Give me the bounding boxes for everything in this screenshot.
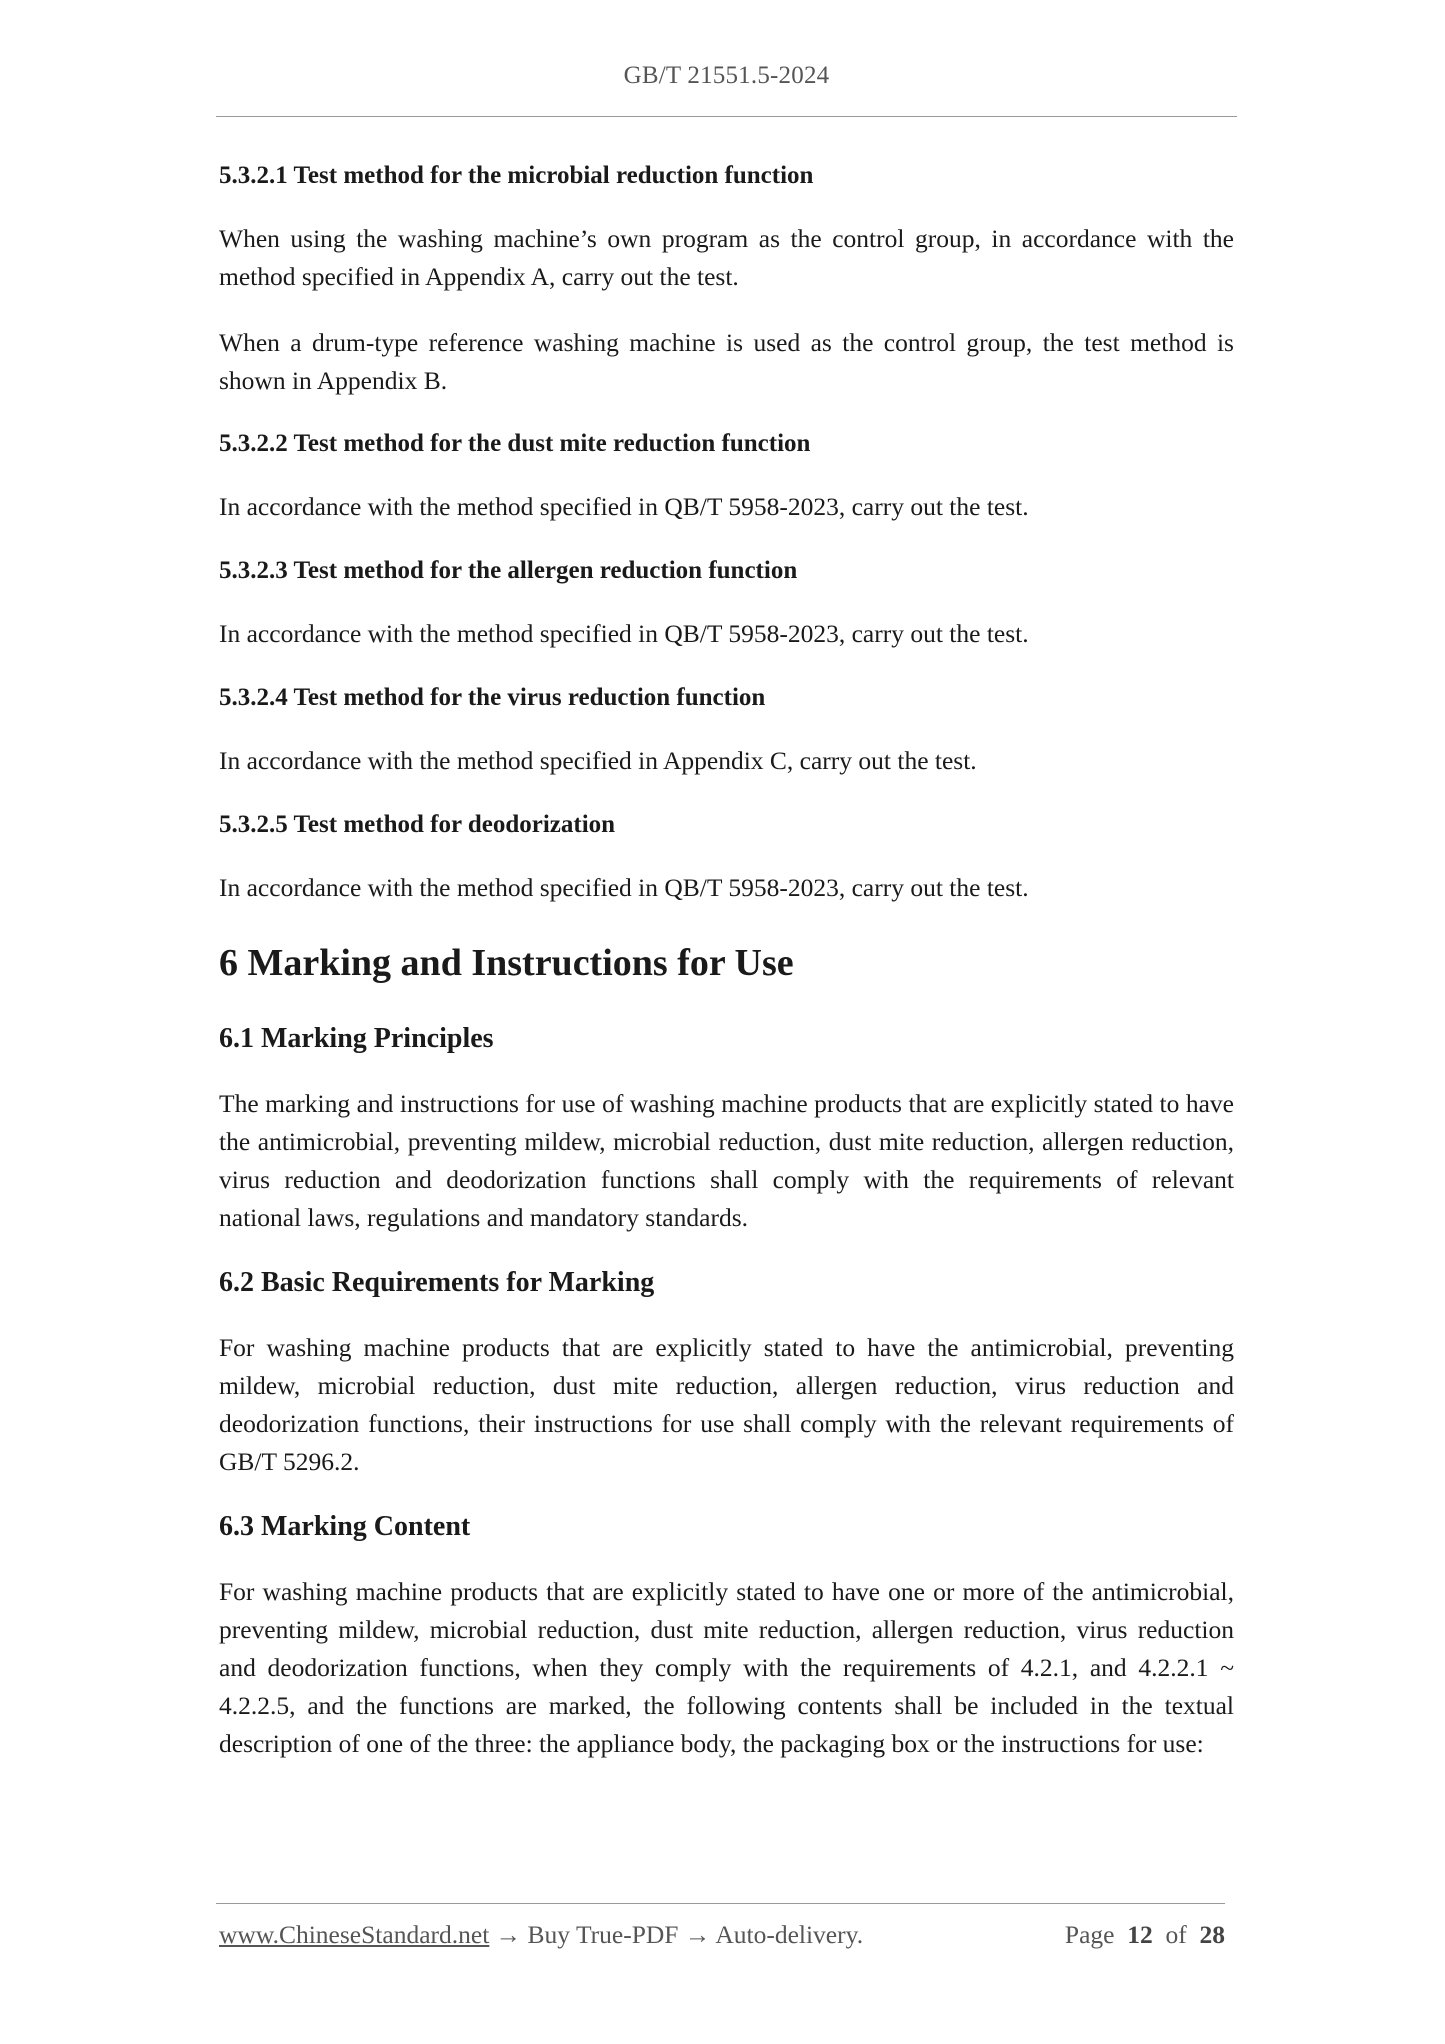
paragraph: In accordance with the method specified in QB/T 5958-2023, carry out the test. <box>219 492 1029 521</box>
chapter-heading-6: 6 Marking and Instructions for Use <box>219 942 794 984</box>
page-indicator <box>1065 1920 1225 1950</box>
page-header-standard-code: GB/T 21551.5-2024 <box>623 62 830 89</box>
clause-heading-5-3-2-3: 5.3.2.3 Test method for the allergen reduction function <box>219 557 798 584</box>
site-link[interactable]: www.ChineseStandard.net <box>219 1920 490 1949</box>
paragraph: For washing machine products that are explicitly stated to have the antimicrobial, preventing mildew, microbial reduction, dust mite reduction, allergen reduction, virus reduction and deodorization functions, their instructions for use shall comply with the relevant requirements of GB/T 5296.2. <box>219 1333 1234 1476</box>
section-heading-6-1: 6.1 Marking Principles <box>219 1023 494 1054</box>
total-pages: 28 <box>1199 1920 1225 1949</box>
document-body <box>219 160 1234 1791</box>
footer-promo <box>219 1920 863 1950</box>
paragraph: When using the washing machine’s own program as the control group, in accordance with the method specified in Appendix A, carry out the test. <box>219 224 1234 291</box>
clause-heading-5-3-2-4: 5.3.2.4 Test method for the virus reduction function <box>219 684 766 711</box>
page-footer <box>219 1920 1225 1960</box>
clause-heading-5-3-2-5: 5.3.2.5 Test method for deodorization <box>219 811 616 838</box>
paragraph: When a drum-type reference washing machine is used as the control group, the test method is shown in Appendix B. <box>219 328 1234 395</box>
paragraph: For washing machine products that are explicitly stated to have one or more of the antimicrobial, preventing mildew, microbial reduction, dust mite reduction, allergen reduction, virus reduction and deodorization functions, when they comply with the requirements of 4.2.1, and 4.2.2.1 ~ 4.2.2.5, and the functions are marked, the following contents shall be included in the textual description of one of the three: the appliance body, the packaging box or the instructions for use: <box>219 1577 1234 1758</box>
header-divider <box>216 116 1237 117</box>
paragraph: In accordance with the method specified in Appendix C, carry out the test. <box>219 746 977 775</box>
clause-heading-5-3-2-1: 5.3.2.1 Test method for the microbial reduction function <box>219 162 814 189</box>
paragraph: In accordance with the method specified in QB/T 5958-2023, carry out the test. <box>219 873 1029 902</box>
footer-divider <box>216 1903 1225 1904</box>
section-heading-6-3: 6.3 Marking Content <box>219 1511 471 1542</box>
of-label: of <box>1165 1920 1187 1949</box>
clause-heading-5-3-2-2: 5.3.2.2 Test method for the dust mite reduction function <box>219 430 811 457</box>
section-heading-6-2: 6.2 Basic Requirements for Marking <box>219 1267 655 1298</box>
paragraph: In accordance with the method specified in QB/T 5958-2023, carry out the test. <box>219 619 1029 648</box>
page-number: 12 <box>1127 1920 1153 1949</box>
promo-text: → Buy True-PDF → Auto-delivery. <box>489 1920 864 1949</box>
paragraph: The marking and instructions for use of washing machine products that are explicitly stated to have the antimicrobial, preventing mildew, microbial reduction, dust mite reduction, allergen reduction, virus reduction and deodorization functions shall comply with the requirements of relevant national laws, regulations and mandatory standards. <box>219 1089 1234 1232</box>
page-label: Page <box>1064 1920 1115 1949</box>
